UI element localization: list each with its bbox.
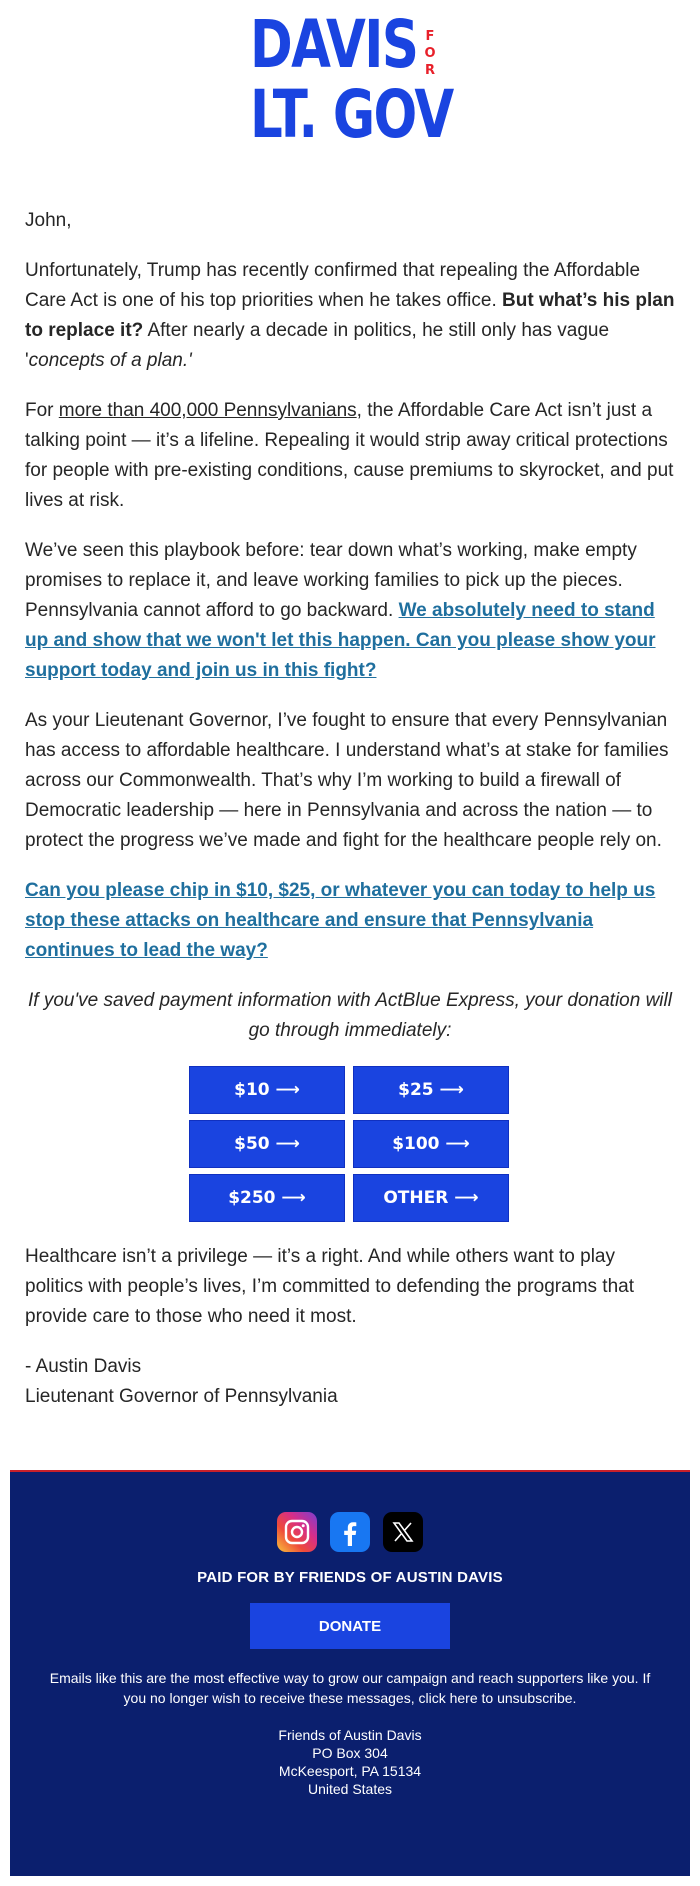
actblue-express-note: If you've saved payment information with ActBlue Express, your donation will go through immediately: xyxy=(28,990,672,1041)
donate-other-button[interactable]: OTHER ⟶ xyxy=(353,1174,509,1222)
mailing-address xyxy=(10,1726,690,1798)
support-cta-link[interactable]: We absolutely need to stand up and show that we won't let this happen. Can you please show your support today and join us in this fight? xyxy=(25,600,656,681)
facebook-icon[interactable] xyxy=(330,1512,370,1552)
unsubscribe-note[interactable]: Emails like this are the most effective way to grow our campaign and reach supporters like you. If you no longer wish to receive these messages, click here to unsubscribe. xyxy=(49,1670,651,1706)
signature-title: Lieutenant Governor of Pennsylvania xyxy=(25,1386,338,1407)
logo-for-f: F xyxy=(425,29,435,44)
signature xyxy=(25,1352,675,1412)
paid-for-disclaimer: PAID FOR BY FRIENDS OF AUSTIN DAVIS xyxy=(197,1569,503,1586)
signature-name: - Austin Davis xyxy=(25,1356,142,1377)
email-body xyxy=(0,206,700,1412)
chip-in-cta-link[interactable]: Can you please chip in $10, $25, or whatever you can today to help us stop these attacks on healthcare and ensure that Pennsylvania continues to lead the way? xyxy=(25,880,656,961)
address-line: United States xyxy=(307,1781,393,1797)
donate-100-button[interactable]: $100 ⟶ xyxy=(353,1120,509,1168)
logo-davis: DAVIS xyxy=(250,6,418,83)
donate-50-button[interactable]: $50 ⟶ xyxy=(189,1120,345,1168)
logo-for-o: O xyxy=(424,46,436,61)
footer-donate-button[interactable]: DONATE xyxy=(250,1603,450,1649)
address-line: Friends of Austin Davis xyxy=(278,1727,422,1743)
donate-25-button[interactable]: $25 ⟶ xyxy=(353,1066,509,1114)
address-line: McKeesport, PA 15134 xyxy=(278,1763,422,1779)
concepts-quote: concepts of a plan.' xyxy=(28,350,192,371)
instagram-icon[interactable] xyxy=(277,1512,317,1552)
paragraph-3: We’ve seen this playbook before: tear down what’s working, make empty promises to replace it, and leave working families to pick up the pieces. Pennsylvania cannot afford to go backward. We absolutely need to stand up and show that we won't let this happen. Can you please show your support today and join us in this fight? xyxy=(25,540,656,681)
paragraph-5 xyxy=(25,876,675,966)
donate-250-button[interactable]: $250 ⟶ xyxy=(189,1174,345,1222)
logo-for xyxy=(420,28,440,79)
donate-10-button[interactable]: $10 ⟶ xyxy=(189,1066,345,1114)
paragraph-2: For more than 400,000 Pennsylvanians, the Affordable Care Act isn’t just a talking point — it’s a lifeline. Repealing it would strip away critical protections for people with pre-existing conditions, cause premiums to skyrocket, and put lives at risk. xyxy=(25,400,674,511)
paragraph-6: Healthcare isn’t a privilege — it’s a right. And while others want to play politics with people’s lives, I’m committed to defending the programs that provide care to those who need it most. xyxy=(25,1246,635,1327)
address-line: PO Box 304 xyxy=(312,1745,388,1761)
donation-button-grid xyxy=(189,1066,511,1222)
greeting: John, xyxy=(25,210,72,231)
social-links xyxy=(10,1512,690,1552)
footer xyxy=(10,1470,690,1876)
x-icon[interactable] xyxy=(383,1512,423,1552)
pennsylvanians-link[interactable]: more than 400,000 Pennsylvanians xyxy=(58,400,357,421)
logo-lt-gov: LT. GOV xyxy=(250,76,453,153)
campaign-logo xyxy=(0,0,700,180)
plan-question: But what’s his plan to replace it? xyxy=(25,290,675,341)
paragraph-4: As your Lieutenant Governor, I’ve fought to ensure that every Pennsylvanian has access to affordable healthcare. I understand what’s at stake for families across our Commonwealth. That’s why I’m working to build a firewall of Democratic leadership — here in Pennsylvania and across the nation — to protect the progress we’ve made and fight for the healthcare people rely on. xyxy=(25,710,669,851)
paragraph-1: Unfortunately, Trump has recently confirmed that repealing the Affordable Care Act is one of his top priorities when he takes office. But what’s his plan to replace it? After nearly a decade in politics, he still only has vague 'concepts of a plan.' xyxy=(25,260,675,371)
logo-for-r: R xyxy=(424,63,435,78)
